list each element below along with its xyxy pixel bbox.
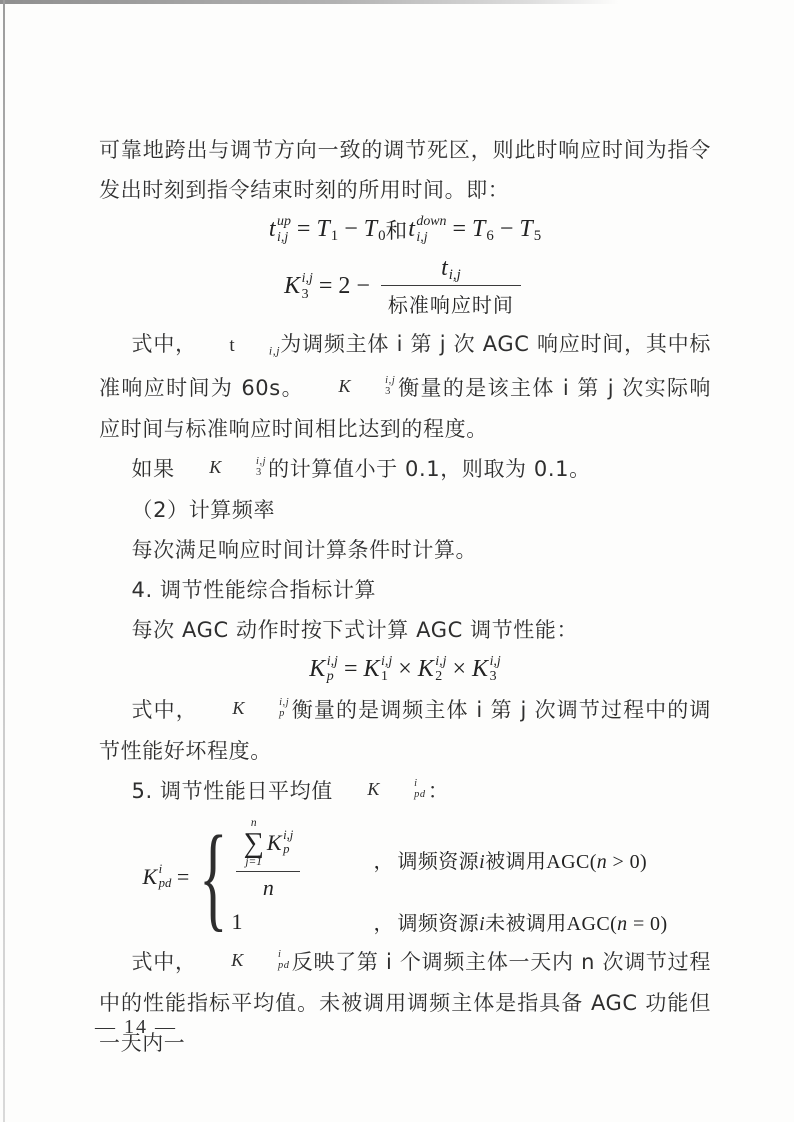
- math-base: T: [363, 216, 378, 242]
- math-subscript: i,j: [276, 229, 289, 245]
- text-run: 未被调用AGC(: [485, 913, 618, 936]
- case-separator: ，: [373, 913, 394, 936]
- text-run: 4. 调节性能综合指标计算: [131, 578, 377, 602]
- math-script-stack: [302, 271, 313, 301]
- math-script-stack: [416, 214, 446, 244]
- math-operator: −: [338, 216, 364, 242]
- math-operator: ×: [392, 655, 418, 682]
- page-number: — 14 —: [95, 1016, 177, 1038]
- math-base: K: [338, 376, 352, 396]
- math-variable: n: [596, 851, 608, 874]
- math-script-stack: [247, 697, 290, 720]
- text-run: 5. 调节性能日平均值: [131, 779, 333, 804]
- text-run: 和: [385, 219, 409, 243]
- math-supsub-variable: [177, 447, 266, 487]
- math-base: K: [232, 698, 246, 719]
- math-subscript: p: [279, 708, 285, 720]
- text-run: 式中，: [131, 332, 197, 356]
- math-variable: i: [479, 851, 486, 874]
- case-separator: ，: [373, 851, 394, 874]
- text-run: 的计算值小于 0.1，则取为 0.1。: [268, 457, 591, 481]
- text-run: 为调频主体 i 第 j 次 AGC 响应时间，其中标准响应时间为 60s。: [99, 332, 711, 400]
- math-superscript: i,j: [279, 696, 290, 708]
- math-subscripted-variable: [197, 326, 280, 368]
- text-run: 调频资源: [397, 851, 480, 874]
- math-script-stack: [327, 654, 338, 684]
- case-expression: [231, 818, 373, 901]
- math-base: K: [284, 273, 301, 299]
- math-operator: ×: [446, 655, 473, 682]
- math-base: t: [229, 335, 236, 356]
- paragraph-kp-intro: [99, 610, 711, 650]
- text-run: 式中，: [131, 698, 198, 723]
- math-subscript: pd: [158, 876, 172, 891]
- math-superscript: i,j: [255, 455, 267, 467]
- text-run: 标准响应时间: [387, 295, 514, 317]
- math-fraction: [236, 818, 300, 901]
- math-superscript: i: [414, 777, 418, 789]
- math-operator: =: [446, 216, 473, 242]
- math-supsub-variable: [284, 271, 313, 301]
- math-base: T: [316, 216, 330, 242]
- math-superscript: i,j: [381, 654, 393, 669]
- math-superscript: i,j: [385, 374, 396, 386]
- heading-section-5: [99, 771, 711, 812]
- text-run: 每次 AGC 动作时按下式计算 AGC 调节性能：: [131, 618, 579, 642]
- math-operator: 1: [231, 908, 243, 934]
- formula-expression: [284, 255, 526, 318]
- text-run: 式中，: [131, 950, 197, 975]
- cases-rows: [231, 818, 667, 936]
- heading-section-4: [99, 570, 711, 610]
- math-supsub-variable: [306, 366, 395, 406]
- math-script-stack: [159, 863, 172, 891]
- summation-upper-limit: n: [250, 817, 257, 830]
- math-subscript: i,j: [268, 344, 281, 358]
- text-run: 如果: [131, 457, 175, 481]
- math-supsub-variable: [472, 654, 501, 684]
- math-base: T: [472, 216, 486, 242]
- math-subscripted-variable: [519, 216, 541, 243]
- math-subscripted-variable: [364, 216, 386, 243]
- scan-edge-left-artifact: [3, 0, 5, 1122]
- math-subscript: 3: [255, 467, 262, 478]
- math-fraction: [381, 255, 521, 318]
- formula-response-times: [99, 210, 711, 251]
- fraction-numerator: [236, 818, 300, 871]
- math-superscript: i: [277, 948, 282, 960]
- cases-left-hand-side: [142, 863, 194, 891]
- math-superscript: i,j: [435, 654, 447, 669]
- math-subscript: pd: [277, 960, 290, 972]
- case-expression: [231, 909, 373, 935]
- case-condition: [397, 845, 647, 874]
- math-subscript: 0: [378, 228, 386, 245]
- math-script-stack: [223, 456, 266, 479]
- paragraph-k3-definition: [99, 324, 711, 449]
- text-run: = 0): [627, 913, 668, 936]
- math-subscript: p: [326, 669, 334, 685]
- text-run: 每次满足响应时间计算条件时计算。: [131, 538, 478, 562]
- math-base: t: [408, 216, 415, 242]
- math-base: K: [266, 830, 282, 856]
- summation-lower-limit: j=1: [245, 855, 262, 868]
- text-run: 反映了第 i 个调频主体一天内 n 次调节过程中的性能指标平均值。未被调用调频主体是指具备 AGC 功能但一天内一: [99, 950, 711, 1056]
- math-subscript: pd: [414, 789, 426, 801]
- math-subscript: 1: [330, 228, 339, 245]
- math-supsub-variable: [335, 769, 426, 809]
- math-subscript: 2: [435, 669, 443, 685]
- math-subscripted-variable: [441, 255, 461, 282]
- text-run: ：: [427, 779, 450, 804]
- math-script-stack: [382, 778, 426, 801]
- text-run: （2）计算频率: [131, 498, 276, 522]
- sigma-symbol: ∑: [243, 827, 264, 859]
- summation: [243, 818, 263, 868]
- math-base: K: [142, 864, 158, 890]
- math-supsub-variable: [267, 829, 293, 857]
- math-base: T: [519, 216, 533, 242]
- math-operator: −: [493, 216, 520, 242]
- math-operator: = 2 −: [312, 273, 376, 299]
- formula-kpd: [99, 812, 711, 942]
- math-script-stack: [245, 949, 289, 972]
- math-subscript: 3: [301, 286, 309, 302]
- paragraph-deadband: [99, 130, 711, 210]
- case-row: [231, 907, 667, 936]
- math-base: K: [231, 950, 244, 971]
- math-base: K: [209, 457, 222, 477]
- math-base: t: [441, 255, 448, 281]
- formula-k3: [99, 251, 711, 324]
- math-supsub-variable: [142, 863, 171, 891]
- math-subscript: p: [283, 842, 290, 857]
- paragraph-kpd-definition: [99, 942, 711, 1063]
- text-run: 衡量的是调频主体 i 第 j 次调节过程中的调节性能好坏程度。: [99, 698, 711, 764]
- math-script-stack: [353, 375, 396, 398]
- formula-expression: [269, 214, 541, 245]
- math-subscript: 3: [385, 386, 391, 397]
- math-script-stack: [490, 654, 501, 684]
- math-supsub-variable: [199, 940, 290, 980]
- math-operator: =: [290, 216, 317, 242]
- math-script-stack: [435, 654, 446, 684]
- math-supsub-variable: [269, 214, 291, 244]
- math-subscript: 3: [489, 669, 497, 685]
- math-base: K: [363, 655, 380, 682]
- case-row: [231, 818, 667, 901]
- math-supsub-variable: [363, 654, 392, 684]
- paragraph-calc-frequency-body: [99, 530, 711, 570]
- formula-expression: [309, 654, 501, 684]
- math-subscripted-variable: [472, 216, 494, 243]
- math-script-stack: [381, 654, 392, 684]
- math-superscript: i: [158, 862, 163, 877]
- math-subscript: 1: [381, 669, 388, 685]
- math-subscript: i,j: [416, 229, 428, 245]
- formula-kp: [99, 650, 711, 690]
- math-supsub-variable: [408, 214, 446, 244]
- text-run: > 0): [607, 851, 648, 874]
- math-script-stack: [277, 214, 291, 244]
- math-base: K: [417, 655, 434, 682]
- math-operator: =: [171, 864, 195, 890]
- fraction-numerator: [381, 255, 521, 285]
- paragraph-k3-floor: [99, 449, 711, 490]
- math-base: K: [367, 779, 381, 800]
- math-subscript: 5: [533, 228, 542, 245]
- math-variable: i: [479, 913, 486, 936]
- math-supsub-variable: [418, 654, 447, 684]
- document-body: [99, 130, 711, 1063]
- text-run: 可靠地跨出与调节方向一致的调节死区，则此时响应时间为指令发出时刻到指令结束时刻的所用时间。即：: [99, 138, 711, 202]
- math-superscript: up: [276, 214, 291, 230]
- math-subscript: i,j: [448, 267, 461, 284]
- math-variable: n: [617, 913, 628, 936]
- math-variable: n: [262, 875, 274, 901]
- paragraph-kp-definition: [99, 690, 711, 771]
- fraction-denominator: [236, 871, 300, 901]
- math-supsub-variable: [309, 654, 338, 684]
- math-superscript: i,j: [489, 654, 501, 669]
- text-run: 衡量的是该主体 i 第 j 次实际响应时间与标准响应时间相比达到的程度。: [99, 376, 712, 441]
- math-superscript: i,j: [326, 654, 338, 669]
- math-operator: =: [337, 655, 364, 682]
- text-run: 被调用AGC(: [485, 851, 597, 874]
- left-brace: {: [199, 810, 228, 942]
- math-superscript: i,j: [283, 828, 294, 843]
- math-base: t: [268, 216, 276, 242]
- math-base: K: [309, 655, 326, 682]
- math-base: K: [472, 655, 489, 682]
- math-subscripted-variable: [316, 216, 338, 243]
- paragraph-calc-frequency-heading: [99, 490, 711, 530]
- math-supsub-variable: [200, 688, 289, 728]
- scan-edge-top-artifact: [0, 0, 619, 4]
- math-superscript: i,j: [301, 271, 313, 287]
- case-condition: [397, 907, 667, 936]
- fraction-denominator: [381, 285, 521, 318]
- formula-expression: [142, 810, 668, 942]
- math-superscript: down: [416, 214, 447, 230]
- math-script-stack: [283, 829, 293, 857]
- math-subscript: 6: [486, 228, 494, 245]
- text-run: 调频资源: [397, 913, 480, 936]
